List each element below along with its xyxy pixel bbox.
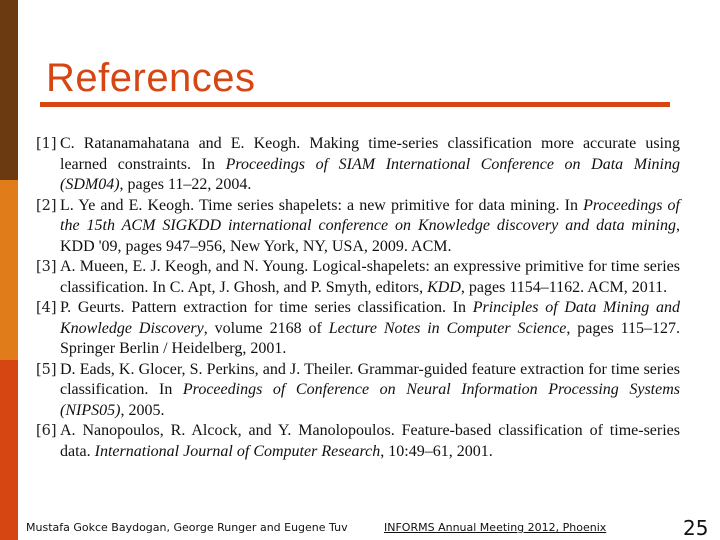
reference-item xyxy=(36,134,696,196)
footer-authors: Mustafa Gokce Baydogan, George Runger and Eugene Tuv xyxy=(26,521,348,534)
reference-italic-part: Proceedings of the 15th ACM SIGKDD international conference on Knowledge discovery and data mining xyxy=(60,196,681,234)
reference-text xyxy=(60,298,680,360)
slide-title: References xyxy=(46,56,256,100)
sidebar-segment-middle xyxy=(0,180,18,360)
reference-number: [5] xyxy=(36,361,57,378)
reference-part: , pages 1154–1162. ACM, 2011. xyxy=(460,278,668,296)
reference-text xyxy=(60,421,680,462)
reference-part: A. Mueen, E. J. Keogh, and N. Young. Logical-shapelets: an expressive primitive for time series classification. In C. Apt, J. Ghosh, and P. Smyth, editors, xyxy=(60,258,680,296)
reference-item xyxy=(36,257,696,298)
reference-part: L. Ye and E. Keogh. Time series shapelets: a new primitive for data mining. In xyxy=(60,196,584,214)
reference-italic-part: Principles of Data Mining and Knowledge Discovery xyxy=(60,299,680,337)
reference-part: C. Ratanamahatana and E. Keogh. Making time-series classification more accurate using learned constraints. In xyxy=(60,135,680,173)
reference-number: [1] xyxy=(36,136,57,152)
reference-item xyxy=(36,298,696,360)
reference-number: [2] xyxy=(36,197,57,214)
reference-part: , pages 11–22, 2004. xyxy=(119,176,252,193)
reference-text xyxy=(60,360,680,422)
footer-venue-link[interactable]: INFORMS Annual Meeting 2012, Phoenix xyxy=(384,521,607,534)
reference-part: , 10:49–61, 2001. xyxy=(380,442,493,460)
reference-list xyxy=(36,134,696,462)
reference-item xyxy=(36,196,696,258)
reference-italic-part: Proceedings of SIAM International Conference on Data Mining (SDM04) xyxy=(60,155,680,193)
reference-item xyxy=(36,360,696,422)
page-number: 25 xyxy=(683,516,709,540)
reference-part: , pages 115–127. Springer Berlin / Heidelberg, 2001. xyxy=(60,319,680,357)
reference-italic-part: International Journal of Computer Research xyxy=(94,442,381,460)
sidebar-segment-top xyxy=(0,0,18,180)
reference-part: , volume 2168 of xyxy=(203,319,329,337)
reference-part: A. Nanopoulos, R. Alcock, and Y. Manolopoulos. Feature-based classification of time-series data. xyxy=(60,422,680,460)
reference-italic-part: Lecture Notes in Computer Science xyxy=(328,319,567,337)
reference-part: D. Eads, K. Glocer, S. Perkins, and J. Theiler. Grammar-guided feature extraction for time series classification. In xyxy=(60,360,680,398)
reference-italic-part: KDD xyxy=(427,278,461,296)
decorative-sidebar xyxy=(0,0,18,540)
reference-number: [4] xyxy=(36,300,57,316)
title-underline xyxy=(40,102,670,107)
reference-item xyxy=(36,421,696,462)
reference-text xyxy=(60,134,680,196)
reference-part: , 2005. xyxy=(120,401,165,419)
reference-text xyxy=(60,257,680,298)
reference-text xyxy=(60,196,680,258)
sidebar-segment-bottom xyxy=(0,360,18,540)
reference-number: [3] xyxy=(36,259,57,275)
reference-italic-part: Proceedings of Conference on Neural Information Processing Systems (NIPS05) xyxy=(60,381,680,419)
reference-part: , KDD '09, pages 947–956, New York, NY, USA, 2009. ACM. xyxy=(60,217,680,255)
reference-part: P. Geurts. Pattern extraction for time series classification. In xyxy=(60,299,473,316)
reference-number: [6] xyxy=(36,423,57,439)
